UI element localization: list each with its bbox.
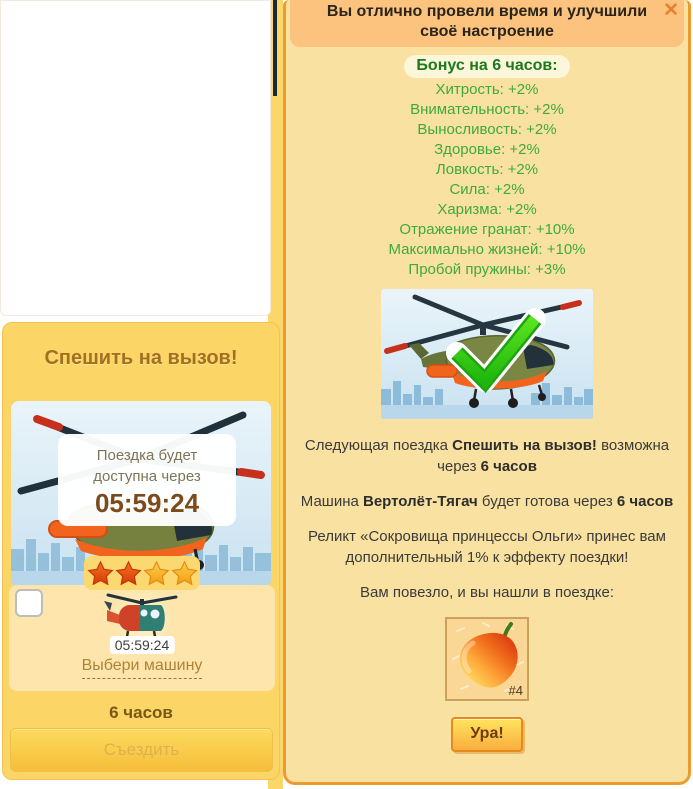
message-paragraph: Вам повезло, и вы нашли в поездке: bbox=[360, 584, 614, 601]
found-item-row bbox=[286, 617, 688, 704]
bonus-stat: Сила: +2% bbox=[449, 181, 525, 198]
bonus-header-row bbox=[286, 55, 688, 78]
close-icon[interactable]: ✕ bbox=[663, 0, 679, 21]
countdown-overlay bbox=[58, 434, 236, 526]
bonus-stat: Отражение гранат: +10% bbox=[399, 221, 575, 238]
star-filled-icon bbox=[87, 560, 114, 587]
message-paragraph: Следующая поездка Спешить на вызов! возможна через 6 часов bbox=[304, 437, 670, 475]
modal-title: Вы отлично провели время и улучшили своё настроение bbox=[326, 3, 648, 40]
background-dark-edge bbox=[273, 0, 277, 96]
ok-button[interactable]: Ура! bbox=[451, 717, 522, 752]
choose-vehicle-link[interactable]: Выбери машину bbox=[9, 657, 275, 679]
countdown-text-line1: Поездка будет bbox=[96, 447, 198, 464]
item-number: #4 bbox=[508, 683, 523, 698]
star-filled-icon bbox=[115, 560, 142, 587]
empty-content-box bbox=[0, 0, 271, 316]
star-icon bbox=[143, 560, 170, 587]
vehicle-card bbox=[9, 585, 275, 691]
vehicle-checkbox[interactable] bbox=[15, 589, 43, 617]
message-paragraph: Машина Вертолёт-Тягач будет готова через 6 часов bbox=[300, 493, 674, 510]
modal-header bbox=[290, 0, 684, 47]
helicopter-success-icon bbox=[381, 289, 593, 419]
bonus-stat: Максимально жизней: +10% bbox=[388, 241, 586, 258]
stars-row bbox=[84, 556, 200, 590]
trip-duration: 6 часов bbox=[109, 703, 173, 722]
countdown-text-line2: доступна через bbox=[93, 468, 201, 485]
vehicle-timer: 05:59:24 bbox=[110, 636, 175, 654]
bonus-stat: Пробой пружины: +3% bbox=[408, 261, 566, 278]
bonus-stat: Хитрость: +2% bbox=[435, 81, 539, 98]
countdown-timer: 05:59:24 bbox=[94, 488, 200, 518]
bonus-stat: Ловкость: +2% bbox=[435, 161, 539, 178]
go-button[interactable]: Съездить bbox=[10, 728, 273, 772]
bonus-stat: Здоровье: +2% bbox=[434, 141, 540, 158]
bonus-header: Бонус на 6 часов: bbox=[404, 55, 569, 78]
star-icon bbox=[171, 560, 198, 587]
bonus-stat: Харизма: +2% bbox=[437, 201, 537, 218]
mango-icon bbox=[445, 617, 529, 701]
result-image bbox=[381, 289, 593, 419]
bonus-stat: Выносливость: +2% bbox=[417, 121, 557, 138]
trip-result-modal bbox=[283, 0, 691, 785]
messages bbox=[286, 435, 688, 603]
trip-panel bbox=[2, 322, 280, 780]
message-paragraph: Реликт «Сокровища принцессы Ольги» принес вам дополнительный 1% к эффекту поездки! bbox=[308, 528, 666, 566]
bonus-stat: Внимательность: +2% bbox=[410, 101, 564, 118]
bonus-stats-list bbox=[286, 80, 688, 280]
trip-panel-title: Спешить на вызов! bbox=[44, 347, 238, 369]
